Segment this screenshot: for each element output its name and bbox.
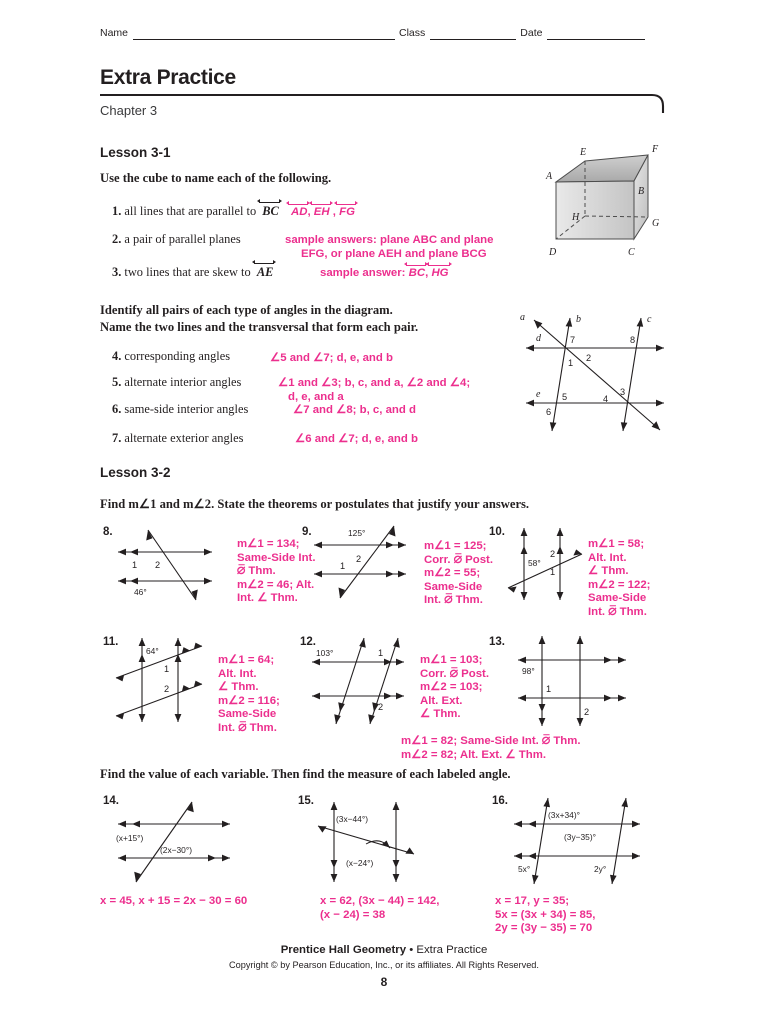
lesson-3-1-direction: Use the cube to name each of the following. — [100, 171, 332, 185]
problem-12-number: 12. — [300, 636, 316, 648]
transversal-label-e: e — [536, 389, 541, 400]
problem-12-answer-line-5: ∠ Thm. — [420, 708, 461, 721]
problem-8-answer-line-5: Int. ∠ Thm. — [237, 592, 298, 605]
problem-9-angle-2: 2 — [356, 554, 362, 564]
problem-15-label-1: (3x−44°) — [336, 814, 368, 824]
answer-line-bc: BC — [409, 266, 425, 281]
problem-10-number: 10. — [489, 526, 505, 538]
date-label: Date — [520, 27, 543, 39]
problem-12-given-angle: 103° — [316, 648, 334, 658]
problem-15-answer-line-1: x = 62, (3x − 44) = 142, — [320, 895, 440, 907]
problem-14-number: 14. — [103, 795, 119, 807]
problem-13-answer — [401, 735, 691, 762]
question-7-text: alternate exterior angles — [124, 431, 244, 445]
question-6-answer: ∠7 and ∠8; b, c, and d — [293, 404, 416, 416]
problem-8-number: 8. — [103, 526, 113, 538]
problem-12-answer-line-1: m∠1 = 103; — [420, 654, 483, 666]
problem-12-angle-1: 1 — [378, 648, 384, 658]
problem-10-answer-line-4: m∠2 = 122; — [588, 578, 651, 591]
problem-10-answer-line-6: Int. ⦱ Thm. — [588, 605, 647, 618]
question-4 — [112, 349, 230, 364]
problem-9-figure — [306, 522, 424, 608]
problem-13-angle-1: 1 — [546, 684, 552, 694]
problem-8-figure — [108, 524, 228, 608]
problem-16-answer — [495, 895, 695, 936]
problem-11-angle-2: 2 — [164, 684, 170, 694]
problem-10-answer-line-5: Same-Side — [588, 592, 647, 605]
problem-16-answer-line-1: x = 17, y = 35; — [495, 895, 570, 907]
cube-vertex-h: H — [572, 212, 580, 223]
question-2-answer-line-2: EFG, or plane AEH and plane BCG — [301, 247, 487, 260]
problem-11-answer-line-6: Int. ⦱ Thm. — [218, 721, 277, 734]
problem-10-answer-line-2: Alt. Int. — [588, 551, 627, 564]
question-2-answer-line-1: sample answers: plane ABC and plane — [285, 234, 494, 246]
problem-13-answer-line-2: m∠2 = 82; Alt. Ext. ∠ Thm. — [401, 748, 547, 761]
footer-subtitle: Extra Practice — [416, 944, 488, 956]
problem-13-answer-line-1: m∠1 = 82; Same-Side Int. ⦱ Thm. — [401, 735, 581, 747]
student-info-header — [100, 27, 665, 40]
problem-9-angle-1: 1 — [340, 561, 346, 571]
lesson-3-2-heading: Lesson 3-2 — [100, 465, 171, 480]
problem-8-answer-line-1: m∠1 = 134; — [237, 538, 300, 550]
transversal-angle-1: 1 — [568, 358, 574, 368]
problem-9-answer-line-2: Corr. ⦱ Post. — [424, 553, 493, 566]
footer-copyright: Copyright © by Pearson Education, Inc., or its affiliates. All Rights Reserved. — [229, 960, 539, 970]
chapter-label: Chapter 3 — [100, 103, 158, 118]
lesson-3-2-direction: Find m∠1 and m∠2. State the theorems or postulates that justify your answers. — [100, 497, 530, 511]
problem-16-answer-line-3: 2y = (3y − 35) = 70 — [495, 922, 593, 935]
transversal-label-d: d — [536, 333, 541, 344]
problem-14-label-2: (2x−30°) — [160, 845, 192, 855]
problem-11-given-angle: 64° — [146, 646, 159, 656]
cube-vertex-g: G — [652, 218, 660, 229]
problem-11-figure — [108, 632, 218, 732]
question-5 — [112, 375, 241, 390]
problem-16-number: 16. — [492, 795, 508, 807]
problem-8-angle-2: 2 — [155, 560, 161, 570]
problem-9-answer-line-5: Int. ⦱ Thm. — [424, 594, 483, 607]
problem-12-answer-line-2: Corr. ⦱ Post. — [420, 667, 489, 680]
problem-11-answer-line-4: m∠2 = 116; — [218, 694, 280, 707]
problem-9-answer-line-3: m∠2 = 55; — [424, 567, 481, 580]
problem-8-angle-1: 1 — [132, 560, 138, 570]
problem-16-label-1: (3x+34)° — [548, 810, 580, 820]
problem-16-figure — [504, 792, 654, 892]
problem-8-answer-line-4: m∠2 = 46; Alt. — [237, 578, 315, 591]
problem-12-angle-2: 2 — [378, 702, 384, 712]
question-4-answer: ∠5 and ∠7; d, e, and b — [270, 352, 393, 364]
question-3-answer: sample answer: BC, HG — [320, 266, 449, 281]
problem-10-answer-line-3: ∠ Thm. — [588, 565, 629, 578]
transversal-label-b: b — [576, 314, 581, 325]
problem-14-answer — [100, 895, 320, 909]
problem-16-label-3: 5x° — [518, 864, 531, 874]
answer-line-eh: EH — [314, 205, 330, 220]
question-3 — [112, 264, 273, 280]
problem-10-angle-1: 1 — [550, 567, 556, 577]
question-4-number: 4. — [112, 349, 122, 363]
transversal-angle-4: 4 — [603, 394, 609, 404]
problem-11-angle-1: 1 — [164, 664, 170, 674]
footer-bullet: • — [409, 944, 414, 956]
transversal-label-a: a — [520, 312, 525, 323]
question-2-number: 2. — [112, 232, 122, 246]
problem-15-number: 15. — [298, 795, 314, 807]
cube-vertex-e: E — [580, 147, 587, 158]
problem-10-angle-2: 2 — [550, 549, 556, 559]
transversal-angle-8: 8 — [630, 335, 636, 345]
transversal-angle-6: 6 — [546, 407, 552, 417]
problem-13-given-angle: 98° — [522, 666, 535, 676]
footer-title — [0, 944, 768, 956]
problem-12-answer-line-4: Alt. Ext. — [420, 694, 463, 707]
question-3-number: 3. — [112, 265, 122, 279]
question-1-text: all lines that are parallel to — [124, 204, 257, 218]
transversal-angle-3: 3 — [620, 387, 626, 397]
problem-8-given-angle: 46° — [134, 587, 147, 597]
question-2-answer — [285, 234, 535, 261]
problem-15-figure — [310, 796, 430, 888]
lesson-3-2-direction-2: Find the value of each variable. Then find the measure of each labeled angle. — [100, 767, 511, 781]
problem-10-figure — [500, 522, 590, 612]
problem-12-figure — [302, 632, 420, 732]
problem-9-answer-line-4: Same-Side — [424, 580, 483, 593]
problem-14-answer-line-1: x = 45, x + 15 = 2x − 30 = 60 — [100, 895, 248, 907]
class-field[interactable] — [430, 27, 516, 40]
question-5-number: 5. — [112, 375, 122, 389]
question-5-answer-line-1: ∠1 and ∠3; b, c, and a, ∠2 and ∠4; — [278, 377, 471, 389]
problem-15-answer-line-2: (x − 24) = 38 — [320, 908, 386, 921]
problem-15-answer — [320, 895, 510, 922]
problem-10-answer — [588, 538, 688, 620]
question-6 — [112, 402, 248, 417]
question-4-text: corresponding angles — [124, 349, 231, 363]
question-7-answer: ∠6 and ∠7; d, e, and b — [295, 433, 418, 445]
problem-9-answer-line-1: m∠1 = 125; — [424, 540, 487, 552]
name-field[interactable] — [133, 27, 395, 40]
problem-10-answer-line-1: m∠1 = 58; — [588, 538, 645, 550]
problem-9-given-angle: 125° — [348, 528, 366, 538]
problem-12-answer-line-3: m∠2 = 103; — [420, 681, 483, 694]
page-number: 8 — [380, 975, 388, 989]
cube-vertex-f: F — [652, 144, 659, 155]
lesson-3-1-direction-2-line-1: Identify all pairs of each type of angles in the diagram. — [100, 303, 393, 317]
lesson-3-1-heading: Lesson 3-1 — [100, 145, 171, 160]
problem-11-number: 11. — [103, 636, 119, 648]
question-1-number: 1. — [112, 204, 122, 218]
cube-vertex-c: C — [628, 247, 635, 258]
question-1 — [112, 203, 279, 219]
problem-14-figure — [108, 796, 238, 888]
question-2 — [112, 232, 241, 247]
problem-10-given-angle: 58° — [528, 558, 541, 568]
question-6-text: same-side interior angles — [124, 402, 249, 416]
question-3-answer-prefix: sample answer: — [320, 267, 406, 279]
question-7-number: 7. — [112, 431, 122, 445]
problem-15-label-2: (x−24°) — [346, 858, 374, 868]
name-label: Name — [100, 27, 129, 39]
transversal-angle-7: 7 — [570, 335, 576, 345]
class-label: Class — [399, 27, 426, 39]
problem-14-label-1: (x+15°) — [116, 833, 144, 843]
footer-brand: Prentice Hall Geometry — [280, 944, 407, 956]
cube-figure — [524, 138, 674, 278]
problem-13-angle-2: 2 — [584, 707, 590, 717]
problem-11-answer-line-5: Same-Side — [218, 708, 277, 721]
transversal-angle-2: 2 — [586, 353, 592, 363]
transversal-angle-5: 5 — [562, 392, 568, 402]
title-swoosh-rule — [100, 92, 666, 114]
transversal-figure — [508, 298, 680, 450]
question-6-number: 6. — [112, 402, 122, 416]
cube-vertex-a: A — [546, 171, 553, 182]
question-7 — [112, 431, 243, 446]
problem-11-answer-line-1: m∠1 = 64; — [218, 654, 275, 666]
answer-line-ad: AD — [291, 205, 307, 220]
problem-11-answer-line-2: Alt. Int. — [218, 667, 257, 680]
cube-vertex-b: B — [638, 186, 645, 197]
answer-line-hg: HG — [431, 266, 448, 281]
answer-line-fg: FG — [339, 205, 355, 220]
question-5-answer-line-2: d, e, and a — [288, 390, 344, 403]
date-field[interactable] — [547, 27, 645, 40]
question-2-text: a pair of parallel planes — [124, 232, 241, 246]
problem-13-number: 13. — [489, 636, 505, 648]
problem-8-answer-line-3: ⦱ Thm. — [237, 565, 276, 578]
question-1-term: BC — [262, 203, 279, 219]
problem-11-answer-line-3: ∠ Thm. — [218, 681, 259, 694]
problem-8-answer-line-2: Same-Side Int. — [237, 551, 316, 564]
question-3-term: AE — [257, 264, 274, 280]
cube-vertex-d: D — [549, 247, 557, 258]
problem-16-label-2: (3y−35)° — [564, 832, 596, 842]
problem-9-number: 9. — [302, 526, 312, 538]
question-5-text: alternate interior angles — [124, 375, 242, 389]
page-title: Extra Practice — [100, 66, 236, 89]
question-1-answer: AD, EH , FG — [291, 205, 355, 220]
question-5-answer — [278, 377, 470, 404]
problem-16-answer-line-2: 5x = (3x + 34) = 85, — [495, 908, 596, 921]
problem-16-label-4: 2y° — [594, 864, 607, 874]
question-3-text: two lines that are skew to — [124, 265, 251, 279]
transversal-label-c: c — [647, 314, 652, 325]
lesson-3-1-direction-2-line-2: Name the two lines and the transversal that form each pair. — [100, 320, 419, 334]
problem-13-figure — [508, 630, 638, 736]
